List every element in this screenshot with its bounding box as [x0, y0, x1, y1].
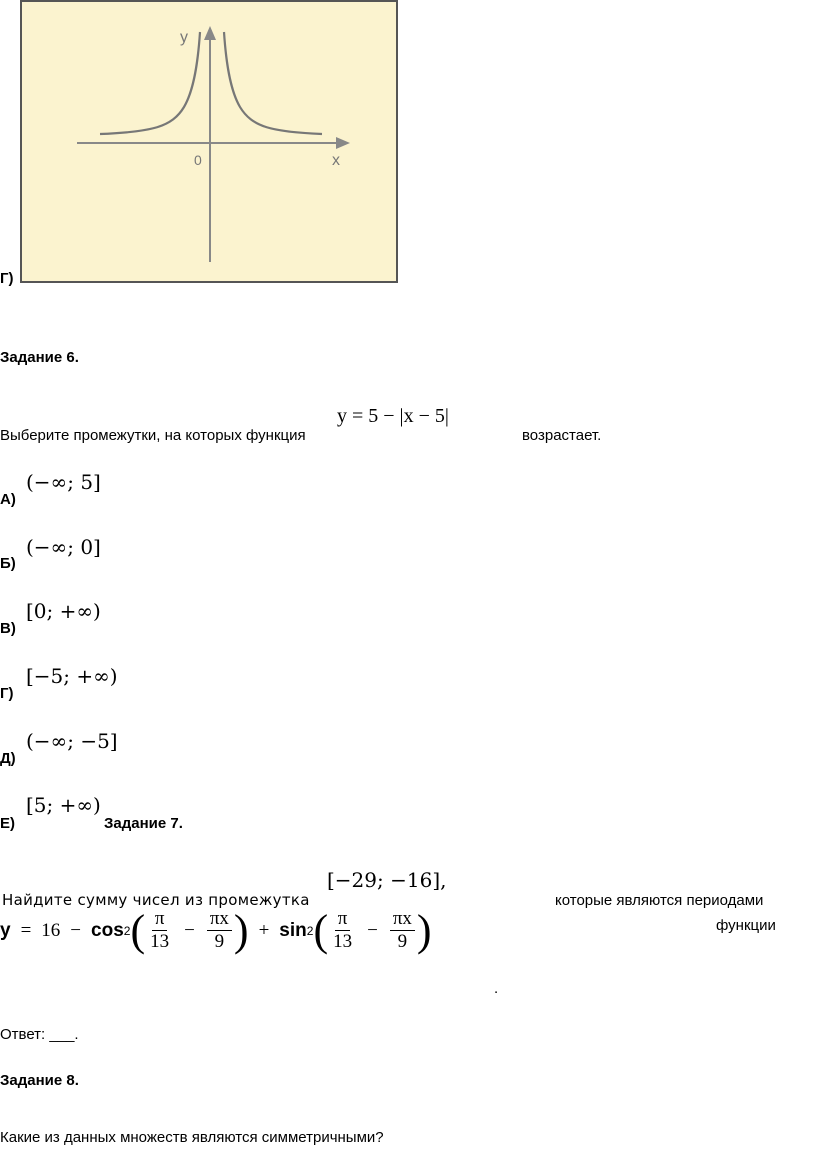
formula-eq: = [20, 919, 32, 941]
task7-answer: Ответ: ___. [0, 1026, 79, 1043]
option-b-label: Б) [0, 555, 16, 572]
formula-cos: cos [91, 919, 124, 941]
option-d-label: Д) [0, 750, 16, 767]
option-d-value: (−∞; −5] [26, 729, 118, 753]
formula-plus: + [258, 919, 270, 941]
formula-const: 16 [41, 919, 61, 941]
formula-sin: sin [279, 919, 307, 941]
formula-cos-exp: 2 [123, 923, 131, 938]
task7-formula [0, 905, 432, 955]
frac-den: 9 [214, 931, 225, 952]
task7-title: Задание 7. [104, 815, 183, 832]
task6-prompt-after: возрастает. [522, 427, 602, 444]
curve-right-branch [224, 32, 322, 134]
option-g-value: [−5; +∞) [26, 664, 118, 688]
task7-interval: [−29; −16], [327, 868, 447, 892]
formula-minus: − [70, 919, 82, 941]
frac-den: 13 [150, 931, 170, 952]
function-graph [20, 0, 398, 283]
frac-num: πx [390, 908, 415, 931]
frac-num: π [152, 908, 168, 931]
task6-prompt-before: Выберите промежутки, на которых функция [0, 427, 306, 444]
option-a-label: А) [0, 491, 16, 508]
task7-period-dot: . [494, 980, 499, 997]
option-a-value: (−∞; 5] [26, 470, 101, 494]
origin-label: 0 [194, 152, 202, 168]
formula-rparen-2: ) [416, 905, 432, 955]
graph-option-label: Г) [0, 270, 14, 287]
formula-sin-exp: 2 [306, 923, 314, 938]
option-e-label: Е) [0, 815, 15, 832]
task7-prompt-after-1: которые являются периодами [555, 892, 764, 909]
task8-title: Задание 8. [0, 1072, 79, 1089]
task6-formula: y = 5 − |x − 5| [337, 405, 449, 427]
curve-left-branch [100, 32, 200, 134]
task8-prompt: Какие из данных множеств являются симметричными? [0, 1129, 384, 1146]
fraction-pix-9-b [390, 908, 415, 953]
frac-den: 9 [397, 931, 408, 952]
formula-minus-2: − [184, 919, 195, 941]
formula-rparen-1: ) [233, 905, 249, 955]
formula-minus-3: − [367, 919, 378, 941]
graph-svg [22, 2, 400, 285]
option-g-label: Г) [0, 685, 14, 702]
option-e-value: [5; +∞) [26, 793, 101, 817]
formula-lparen-1: ( [130, 905, 146, 955]
task7-prompt-before: Найдите сумму чисел из промежутка [2, 891, 310, 909]
option-v-label: В) [0, 620, 16, 637]
formula-lparen-2: ( [313, 905, 329, 955]
frac-den: 13 [333, 931, 353, 952]
formula-lhs: y [0, 919, 11, 941]
fraction-pi-13-b [330, 908, 355, 953]
x-axis-arrow [336, 137, 350, 149]
y-axis-label: y [180, 29, 188, 46]
option-v-value: [0; +∞) [26, 599, 101, 623]
y-axis-arrow [204, 26, 216, 40]
task6-title: Задание 6. [0, 349, 79, 366]
x-axis-label: x [332, 152, 340, 169]
fraction-pix-9-a [207, 908, 232, 953]
option-b-value: (−∞; 0] [26, 535, 101, 559]
frac-num: πx [207, 908, 232, 931]
frac-num: π [335, 908, 351, 931]
fraction-pi-13-a [147, 908, 172, 953]
task7-prompt-after-2: функции [716, 917, 776, 934]
